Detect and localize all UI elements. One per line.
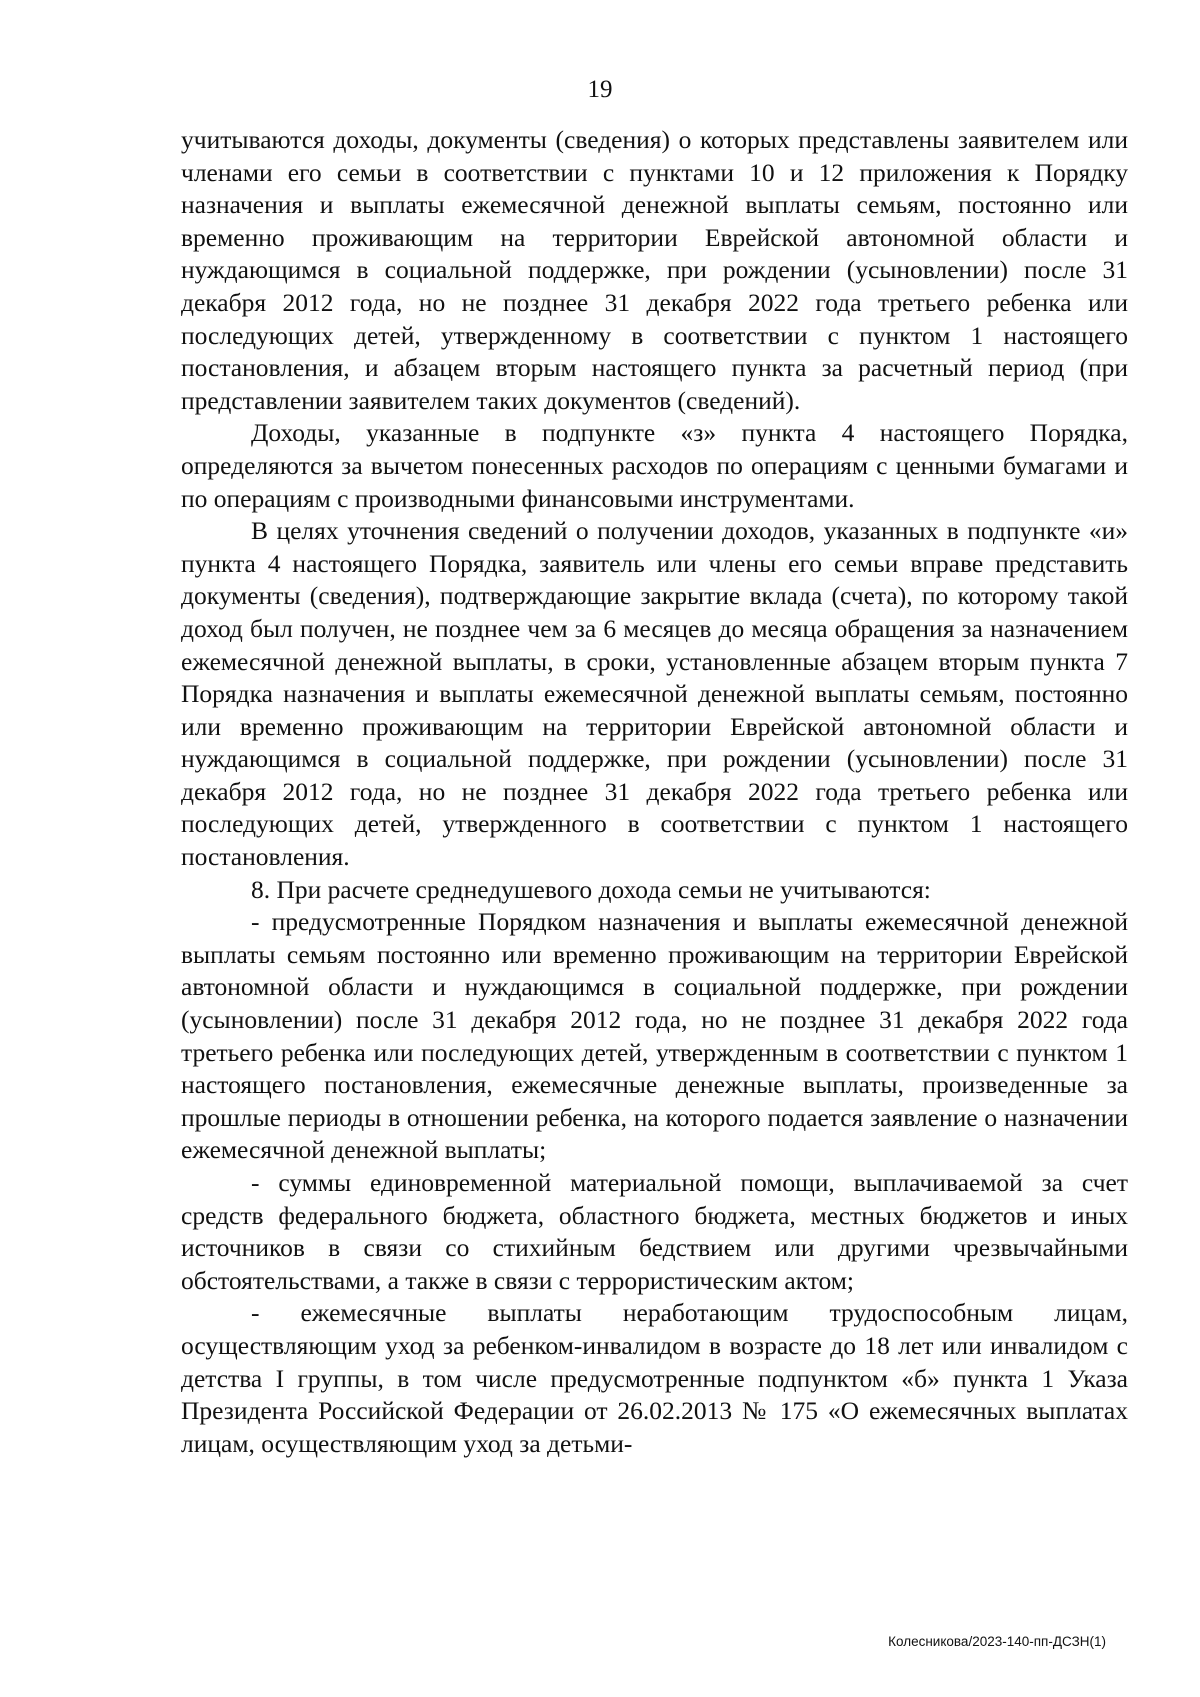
document-body <box>181 124 1128 1460</box>
list-item-monthly-payments: - предусмотренные Порядком назначения и выплаты ежемесячной денежной выплаты семьям постоянно или временно проживающим на территории Еврейской автономной области и нуждающимся в социальной поддержке, при рождении (усыновлении) после 31 декабря 2012 года, но не позднее 31 декабря 2022 года третьего ребенка или последующих детей, утвержденным в соответствии с пунктом 1 настоящего постановления, ежемесячные денежные выплаты, произведенные за прошлые периоды в отношении ребенка, на которого подается заявление о назначении ежемесячной денежной выплаты; <box>181 907 1128 1165</box>
paragraph-income-documents: учитываются доходы, документы (сведения) о которых представлены заявителем или членами его семьи в соответствии с пунктами 10 и 12 приложения к Порядку назначения и выплаты ежемесячной денежной выплаты семьям, постоянно или временно проживающим на территории Еврейской автономной области и нуждающимся в социальной поддержке, при рождении (усыновлении) после 31 декабря 2012 года, но не позднее 31 декабря 2022 года третьего ребенка или последующих детей, утвержденному в соответствии с пунктом 1 настоящего постановления, и абзацем вторым настоящего пункта за расчетный период (при представлении заявителем таких документов (сведений). <box>181 125 1128 415</box>
list-item-caregiver-payments: - ежемесячные выплаты неработающим трудоспособным лицам, осуществляющим уход за ребенком-инвалидом в возрасте до 18 лет или инвалидом с детства I группы, в том числе предусмотренные подпунктом «б» пункта 1 Указа Президента Российской Федерации от 26.02.2013 № 175 «О ежемесячных выплатах лицам, осуществляющим уход за детьми- <box>181 1298 1128 1458</box>
paragraph-deposit-closure: В целях уточнения сведений о получении доходов, указанных в подпункте «и» пункта 4 настоящего Порядка, заявитель или члены его семьи вправе представить документы (сведения), подтверждающие закрытие вклада (счета), по которому такой доход был получен, не позднее чем за 6 месяцев до месяца обращения за назначением ежемесячной денежной выплаты, в сроки, установленные абзацем вторым пункта 7 Порядка назначения и выплаты ежемесячной денежной выплаты семьям, постоянно или временно проживающим на территории Еврейской автономной области и нуждающимся в социальной поддержке, при рождении (усыновлении) после 31 декабря 2012 года, но не позднее 31 декабря 2022 года третьего ребенка или последующих детей, утвержденного в соответствии с пунктом 1 настоящего постановления. <box>181 516 1128 872</box>
page-number: 19 <box>587 76 613 103</box>
paragraph-securities-income: Доходы, указанные в подпункте «з» пункта 4 настоящего Порядка, определяются за вычетом понесенных расходов по операциям с ценными бумагами и по операциям с производными финансовыми инструментами. <box>181 418 1128 513</box>
document-reference-footer: Колесникова/2023-140-пп-ДСЗН(1) <box>888 1634 1106 1649</box>
clause-8-heading: 8. При расчете среднедушевого дохода семьи не учитываются: <box>251 874 931 904</box>
list-item-material-aid: - суммы единовременной материальной помощи, выплачиваемой за счет средств федерального бюджета, областного бюджета, местных бюджетов и иных источников в связи со стихийным бедствием или другими чрезвычайными обстоятельствами, а также в связи с террористическим актом; <box>181 1168 1128 1295</box>
